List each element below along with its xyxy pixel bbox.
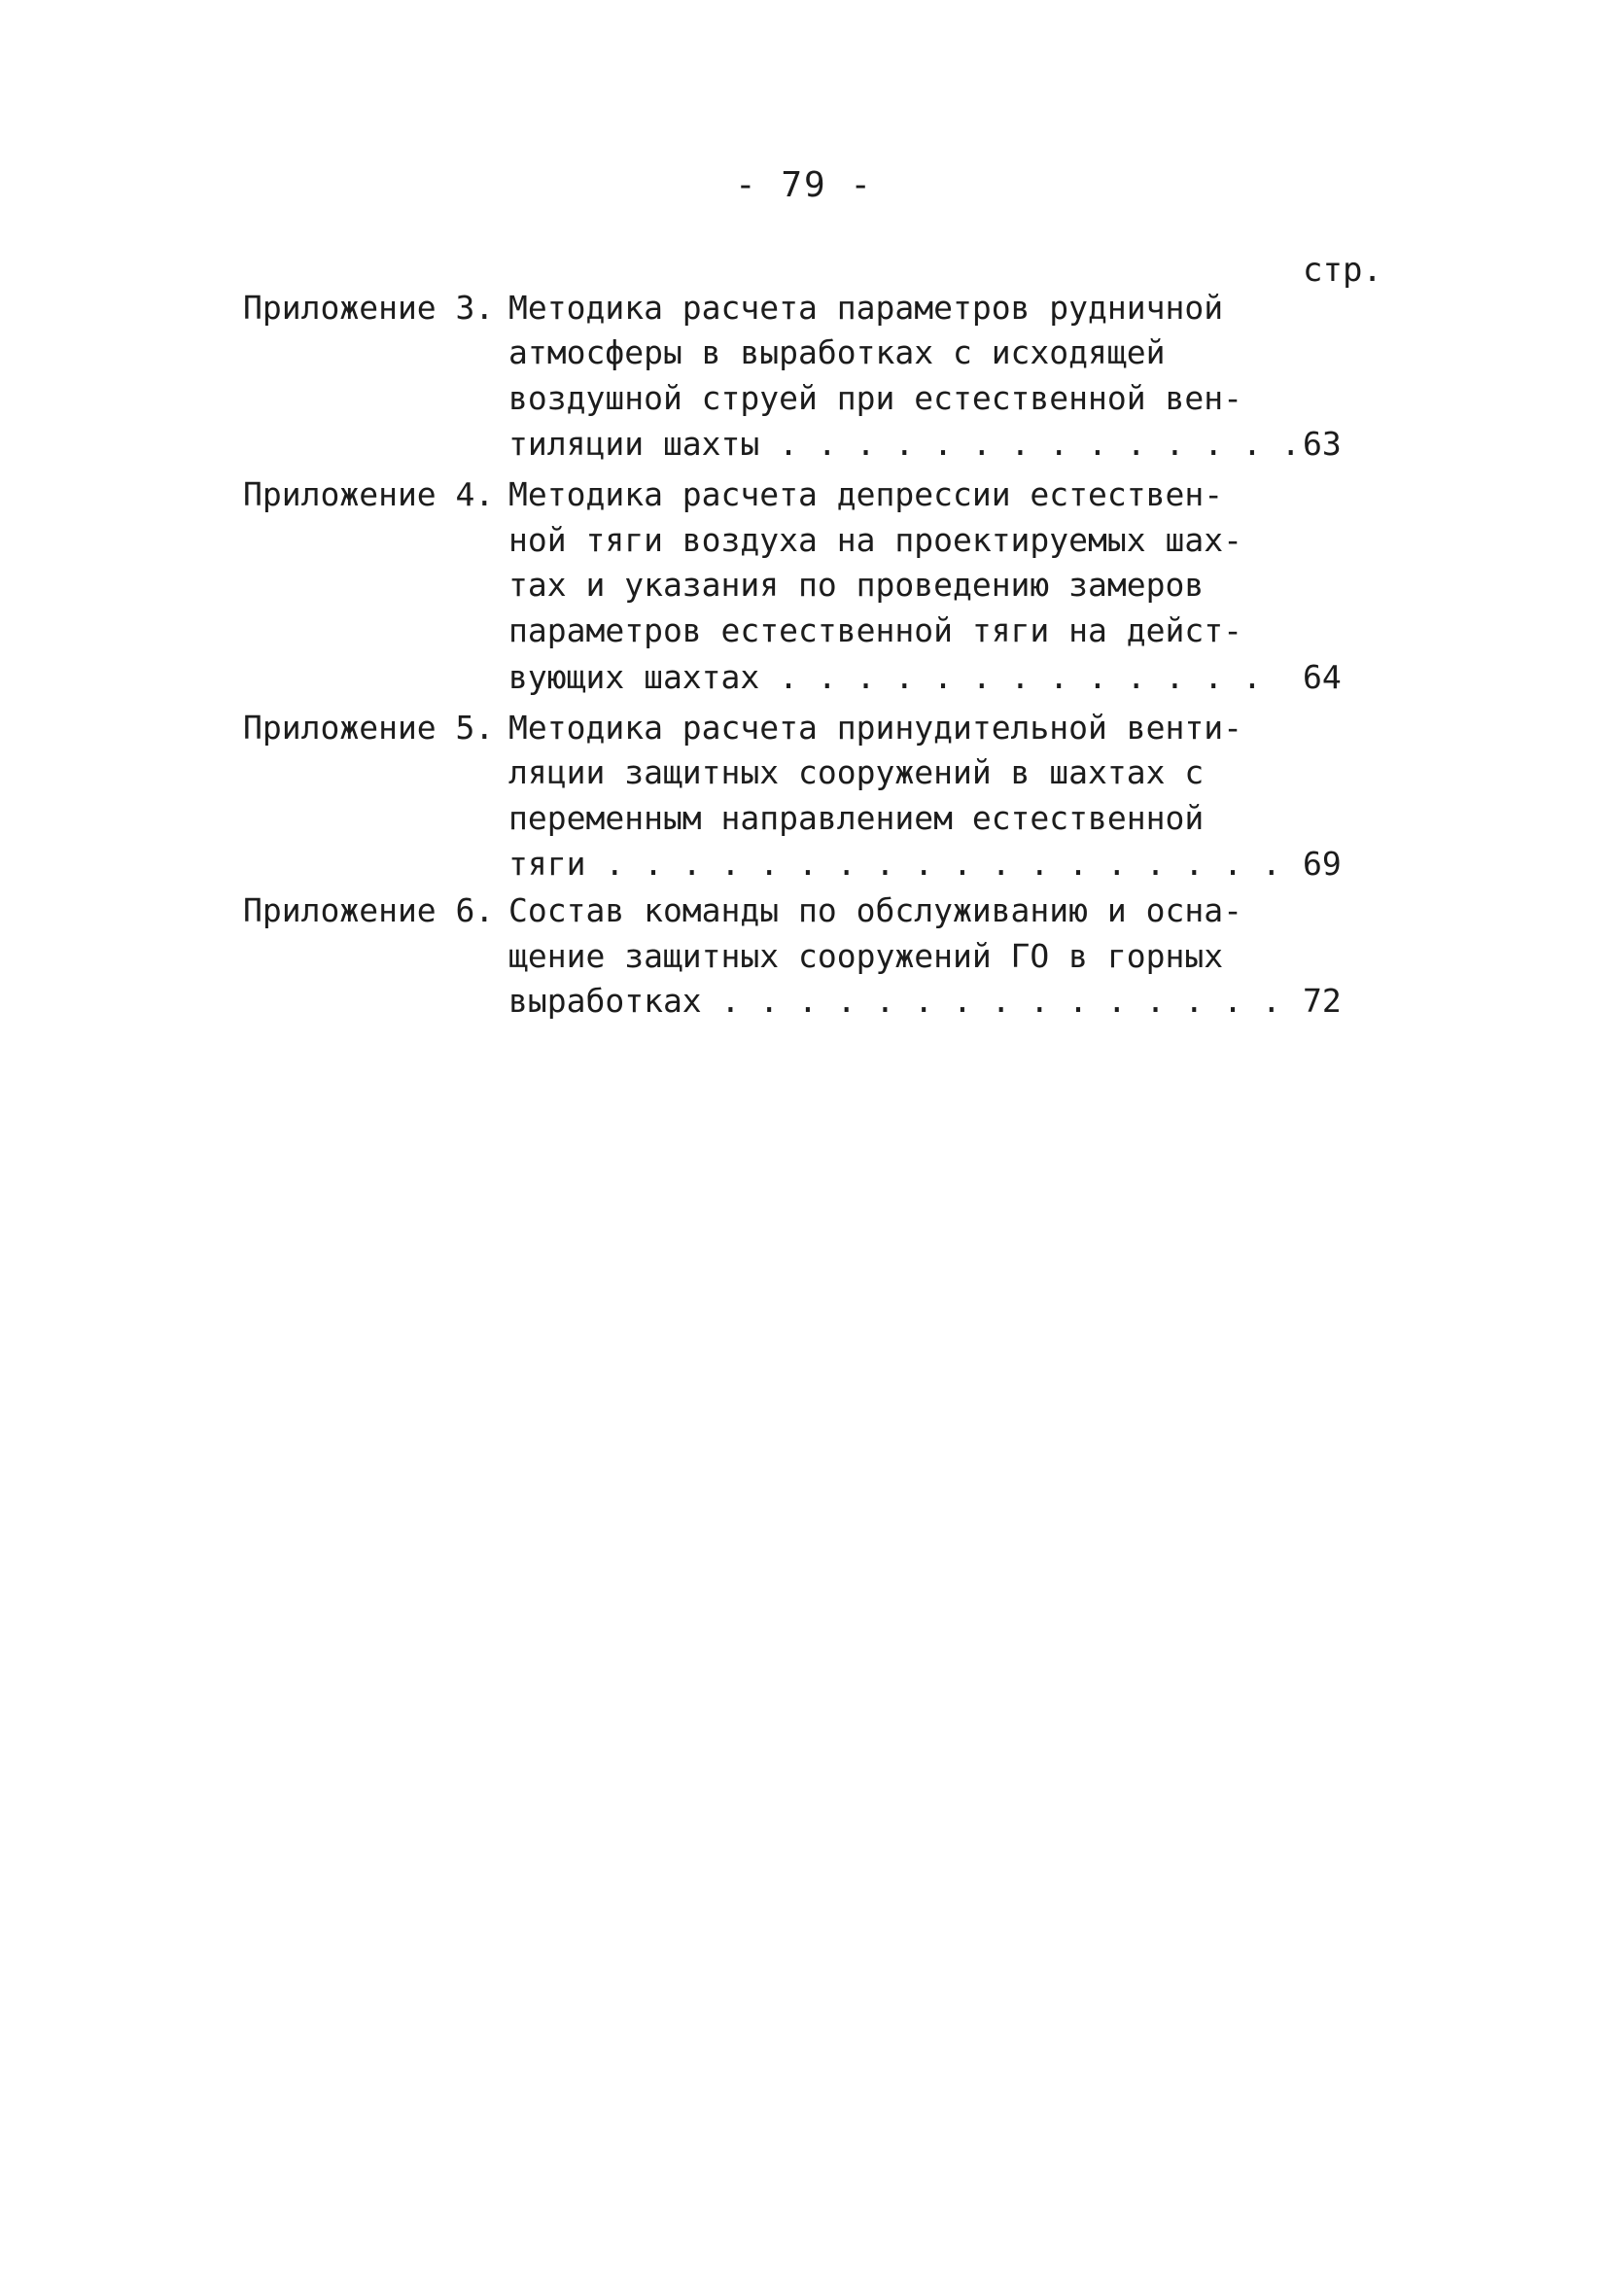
toc-entry-text-line: щение защитных сооружений ГО в горных	[508, 937, 1224, 975]
toc-entry-text-line: тяги . . . . . . . . . . . . . . . . . .	[508, 845, 1281, 883]
toc-entry-page: 69	[1303, 845, 1342, 883]
toc-entry-text-line: вующих шахтах . . . . . . . . . . . . .	[508, 658, 1262, 696]
toc-entry-text-line: Методика расчета депрессии естествен-	[508, 475, 1224, 513]
toc-entry-text-line: воздушной струей при естественной вен-	[508, 379, 1242, 417]
toc-entry-text-line: выработках . . . . . . . . . . . . . . .	[508, 982, 1281, 1020]
toc-entry-label: Приложение 5.	[243, 709, 495, 747]
toc-entry-text-line: переменным направлением естественной	[508, 799, 1205, 837]
toc-entry-text-line: ляции защитных сооружений в шахтах с	[508, 753, 1205, 791]
toc-entry-text-line: ной тяги воздуха на проектируемых шах-	[508, 521, 1242, 559]
toc-entry-page: 64	[1303, 658, 1342, 696]
toc-entry-label: Приложение 6.	[243, 891, 495, 929]
toc-entry-text-line: атмосферы в выработках с исходящей	[508, 333, 1166, 371]
toc-entry-label: Приложение 4.	[243, 475, 495, 513]
toc-entry-text-line: параметров естественной тяги на дейст-	[508, 611, 1242, 649]
toc-entry-page: 63	[1303, 425, 1342, 463]
toc-entry-text-line: Состав команды по обслуживанию и осна-	[508, 891, 1242, 929]
toc-entry-text-line: Методика расчета принудительной венти-	[508, 709, 1242, 747]
page-number: - 79 -	[734, 165, 874, 205]
page-column-header: стр.	[1303, 251, 1382, 290]
toc-entry-text-line: Методика расчета параметров рудничной	[508, 289, 1224, 327]
toc-entry-text-line: тах и указания по проведению замеров	[508, 566, 1205, 604]
toc-entry-label: Приложение 3.	[243, 289, 495, 327]
toc-entry-page: 72	[1303, 982, 1342, 1020]
toc-entry-text-line: тиляции шахты . . . . . . . . . . . . . .	[508, 425, 1301, 463]
